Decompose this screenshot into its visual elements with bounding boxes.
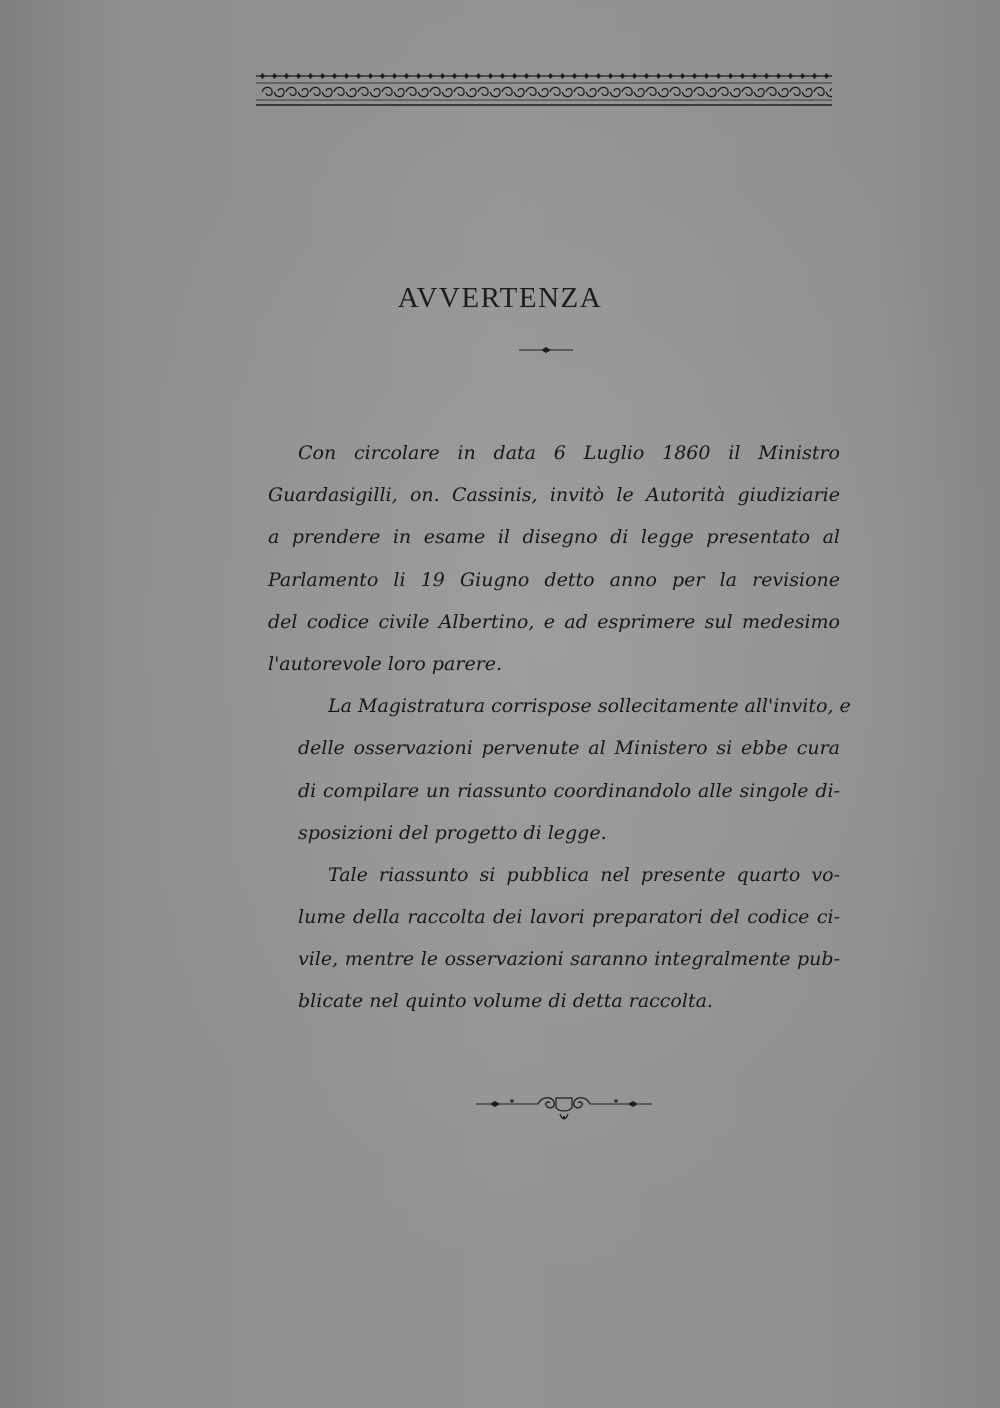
scroll-flourish-icon [476, 1090, 652, 1126]
text-line: Parlamento li 19 Giugno detto anno per la revisione [268, 568, 840, 591]
text-line: La Magistratura corrispose sollecitamente all'invito, e [328, 695, 851, 718]
text-line: vile, mentre le osservazioni saranno integralmente pub- [298, 948, 840, 971]
text-line: sposizioni del progetto di legge. [298, 821, 607, 844]
ornamental-border-icon [256, 66, 832, 108]
page-title: AVVERTENZA [397, 282, 603, 314]
paragraph [268, 432, 840, 685]
text-line: Tale riassunto si pubblica nel presente quarto vo- [328, 863, 840, 886]
text-line: lume della raccolta dei lavori preparatori del codice ci- [298, 906, 840, 929]
paragraph [268, 685, 851, 854]
text-line: blicate nel quinto volume di detta raccolta. [298, 990, 713, 1013]
text-line: Guardasigilli, on. Cassinis, invitò le Autorità giudiziarie [268, 484, 840, 507]
text-line: delle osservazioni pervenute al Ministero si ebbe cura [298, 737, 840, 760]
text-line: a prendere in esame il disegno di legge presentato al [268, 526, 840, 549]
text-line: di compilare un riassunto coordinandolo alle singole di- [298, 779, 840, 802]
paragraph [268, 854, 840, 1023]
text-line: del codice civile Albertino, e ad esprimere sul medesimo [268, 610, 840, 633]
diamond-rule-icon [519, 344, 573, 356]
body-text [268, 432, 851, 1023]
text-line: Con circolare in data 6 Luglio 1860 il Ministro [298, 442, 840, 464]
text-line: l'autorevole loro parere. [268, 652, 503, 675]
